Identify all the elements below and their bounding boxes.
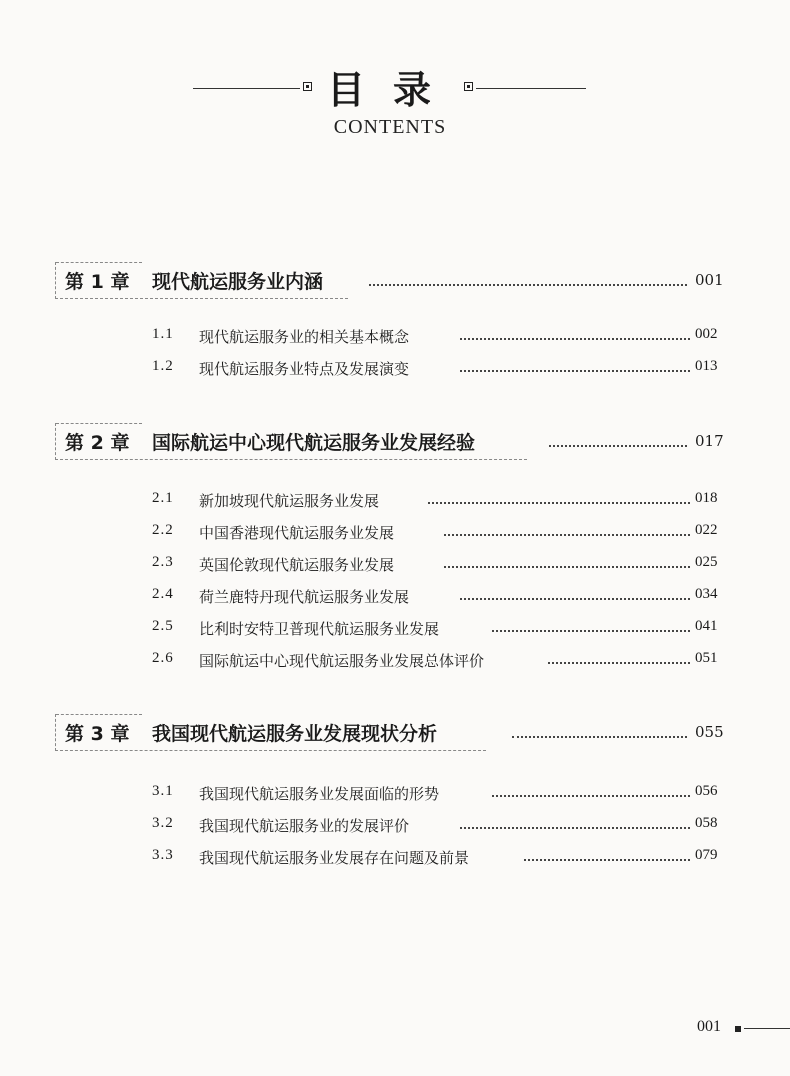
leader-dots	[524, 847, 690, 861]
section-title: 新加坡现代航运服务业发展	[199, 492, 380, 510]
section-title: 荷兰鹿特丹现代航运服务业发展	[199, 588, 410, 606]
section-number: 2.6	[152, 650, 174, 666]
leader-dots	[428, 490, 690, 504]
section-entry[interactable]	[152, 586, 732, 608]
section-title: 国际航运中心现代航运服务业发展总体评价	[199, 652, 485, 670]
chapter-title: 国际航运中心现代航运服务业发展经验	[152, 432, 476, 454]
section-page: 022	[695, 522, 718, 538]
square-bullet-icon	[735, 1026, 741, 1032]
section-entry[interactable]	[152, 847, 732, 869]
leader-dots	[492, 618, 690, 632]
leader-dots	[549, 431, 687, 447]
section-title: 中国香港现代航运服务业发展	[199, 524, 395, 542]
section-page: 013	[695, 358, 718, 374]
section-number: 3.3	[152, 847, 174, 863]
footer-rule	[744, 1028, 790, 1029]
section-entry[interactable]	[152, 618, 732, 640]
section-entry[interactable]	[152, 650, 732, 672]
section-page: 079	[695, 847, 718, 863]
toc-header	[0, 68, 790, 118]
chapter-1-entry[interactable]	[55, 262, 735, 300]
section-entry[interactable]	[152, 815, 732, 837]
leader-dots	[548, 650, 690, 664]
page-subtitle: CONTENTS	[333, 116, 447, 138]
chapter-number: 第 3 章	[65, 723, 130, 745]
section-page: 041	[695, 618, 718, 634]
section-page: 025	[695, 554, 718, 570]
section-title: 现代航运服务业特点及发展演变	[199, 360, 410, 378]
section-title: 我国现代航运服务业发展存在问题及前景	[199, 849, 470, 867]
section-entry[interactable]	[152, 783, 732, 805]
section-title: 现代航运服务业的相关基本概念	[199, 328, 410, 346]
leader-dots	[460, 326, 690, 340]
section-number: 2.5	[152, 618, 174, 634]
leader-dots	[444, 554, 690, 568]
chapter-page: 017	[695, 432, 724, 450]
leader-dots	[512, 722, 687, 738]
section-entry[interactable]	[152, 554, 732, 576]
chapter-2-entry[interactable]	[55, 423, 735, 461]
square-ornament-icon	[464, 82, 473, 91]
chapter-page: 055	[695, 723, 724, 741]
header-rule-left	[193, 88, 300, 89]
square-ornament-icon	[303, 82, 312, 91]
header-rule-right	[476, 88, 586, 89]
section-page: 051	[695, 650, 718, 666]
chapter-number: 第 2 章	[65, 432, 130, 454]
section-number: 2.4	[152, 586, 174, 602]
section-entry[interactable]	[152, 522, 732, 544]
section-page: 056	[695, 783, 718, 799]
section-title: 英国伦敦现代航运服务业发展	[199, 556, 395, 574]
section-title: 比利时安特卫普现代航运服务业发展	[199, 620, 440, 638]
leader-dots	[492, 783, 690, 797]
section-entry[interactable]	[152, 490, 732, 512]
leader-dots	[460, 586, 690, 600]
leader-dots	[460, 815, 690, 829]
chapter-3-entry[interactable]	[55, 714, 735, 752]
leader-dots	[460, 358, 690, 372]
section-entry[interactable]	[152, 358, 732, 380]
section-number: 2.3	[152, 554, 174, 570]
section-page: 058	[695, 815, 718, 831]
section-number: 3.1	[152, 783, 174, 799]
chapter-number: 第 1 章	[65, 271, 130, 293]
page-title: 目录	[326, 68, 459, 112]
section-number: 2.1	[152, 490, 174, 506]
section-number: 1.1	[152, 326, 174, 342]
section-entry[interactable]	[152, 326, 732, 348]
chapter-title: 现代航运服务业内涵	[152, 271, 324, 293]
page-number: 001	[697, 1018, 721, 1035]
section-title: 我国现代航运服务业的发展评价	[199, 817, 410, 835]
leader-dots	[369, 270, 687, 286]
section-number: 2.2	[152, 522, 174, 538]
section-number: 3.2	[152, 815, 174, 831]
section-number: 1.2	[152, 358, 174, 374]
section-page: 002	[695, 326, 718, 342]
chapter-title: 我国现代航运服务业发展现状分析	[152, 723, 438, 745]
section-page: 034	[695, 586, 718, 602]
leader-dots	[444, 522, 690, 536]
section-title: 我国现代航运服务业发展面临的形势	[199, 785, 440, 803]
chapter-page: 001	[695, 271, 724, 289]
section-page: 018	[695, 490, 718, 506]
